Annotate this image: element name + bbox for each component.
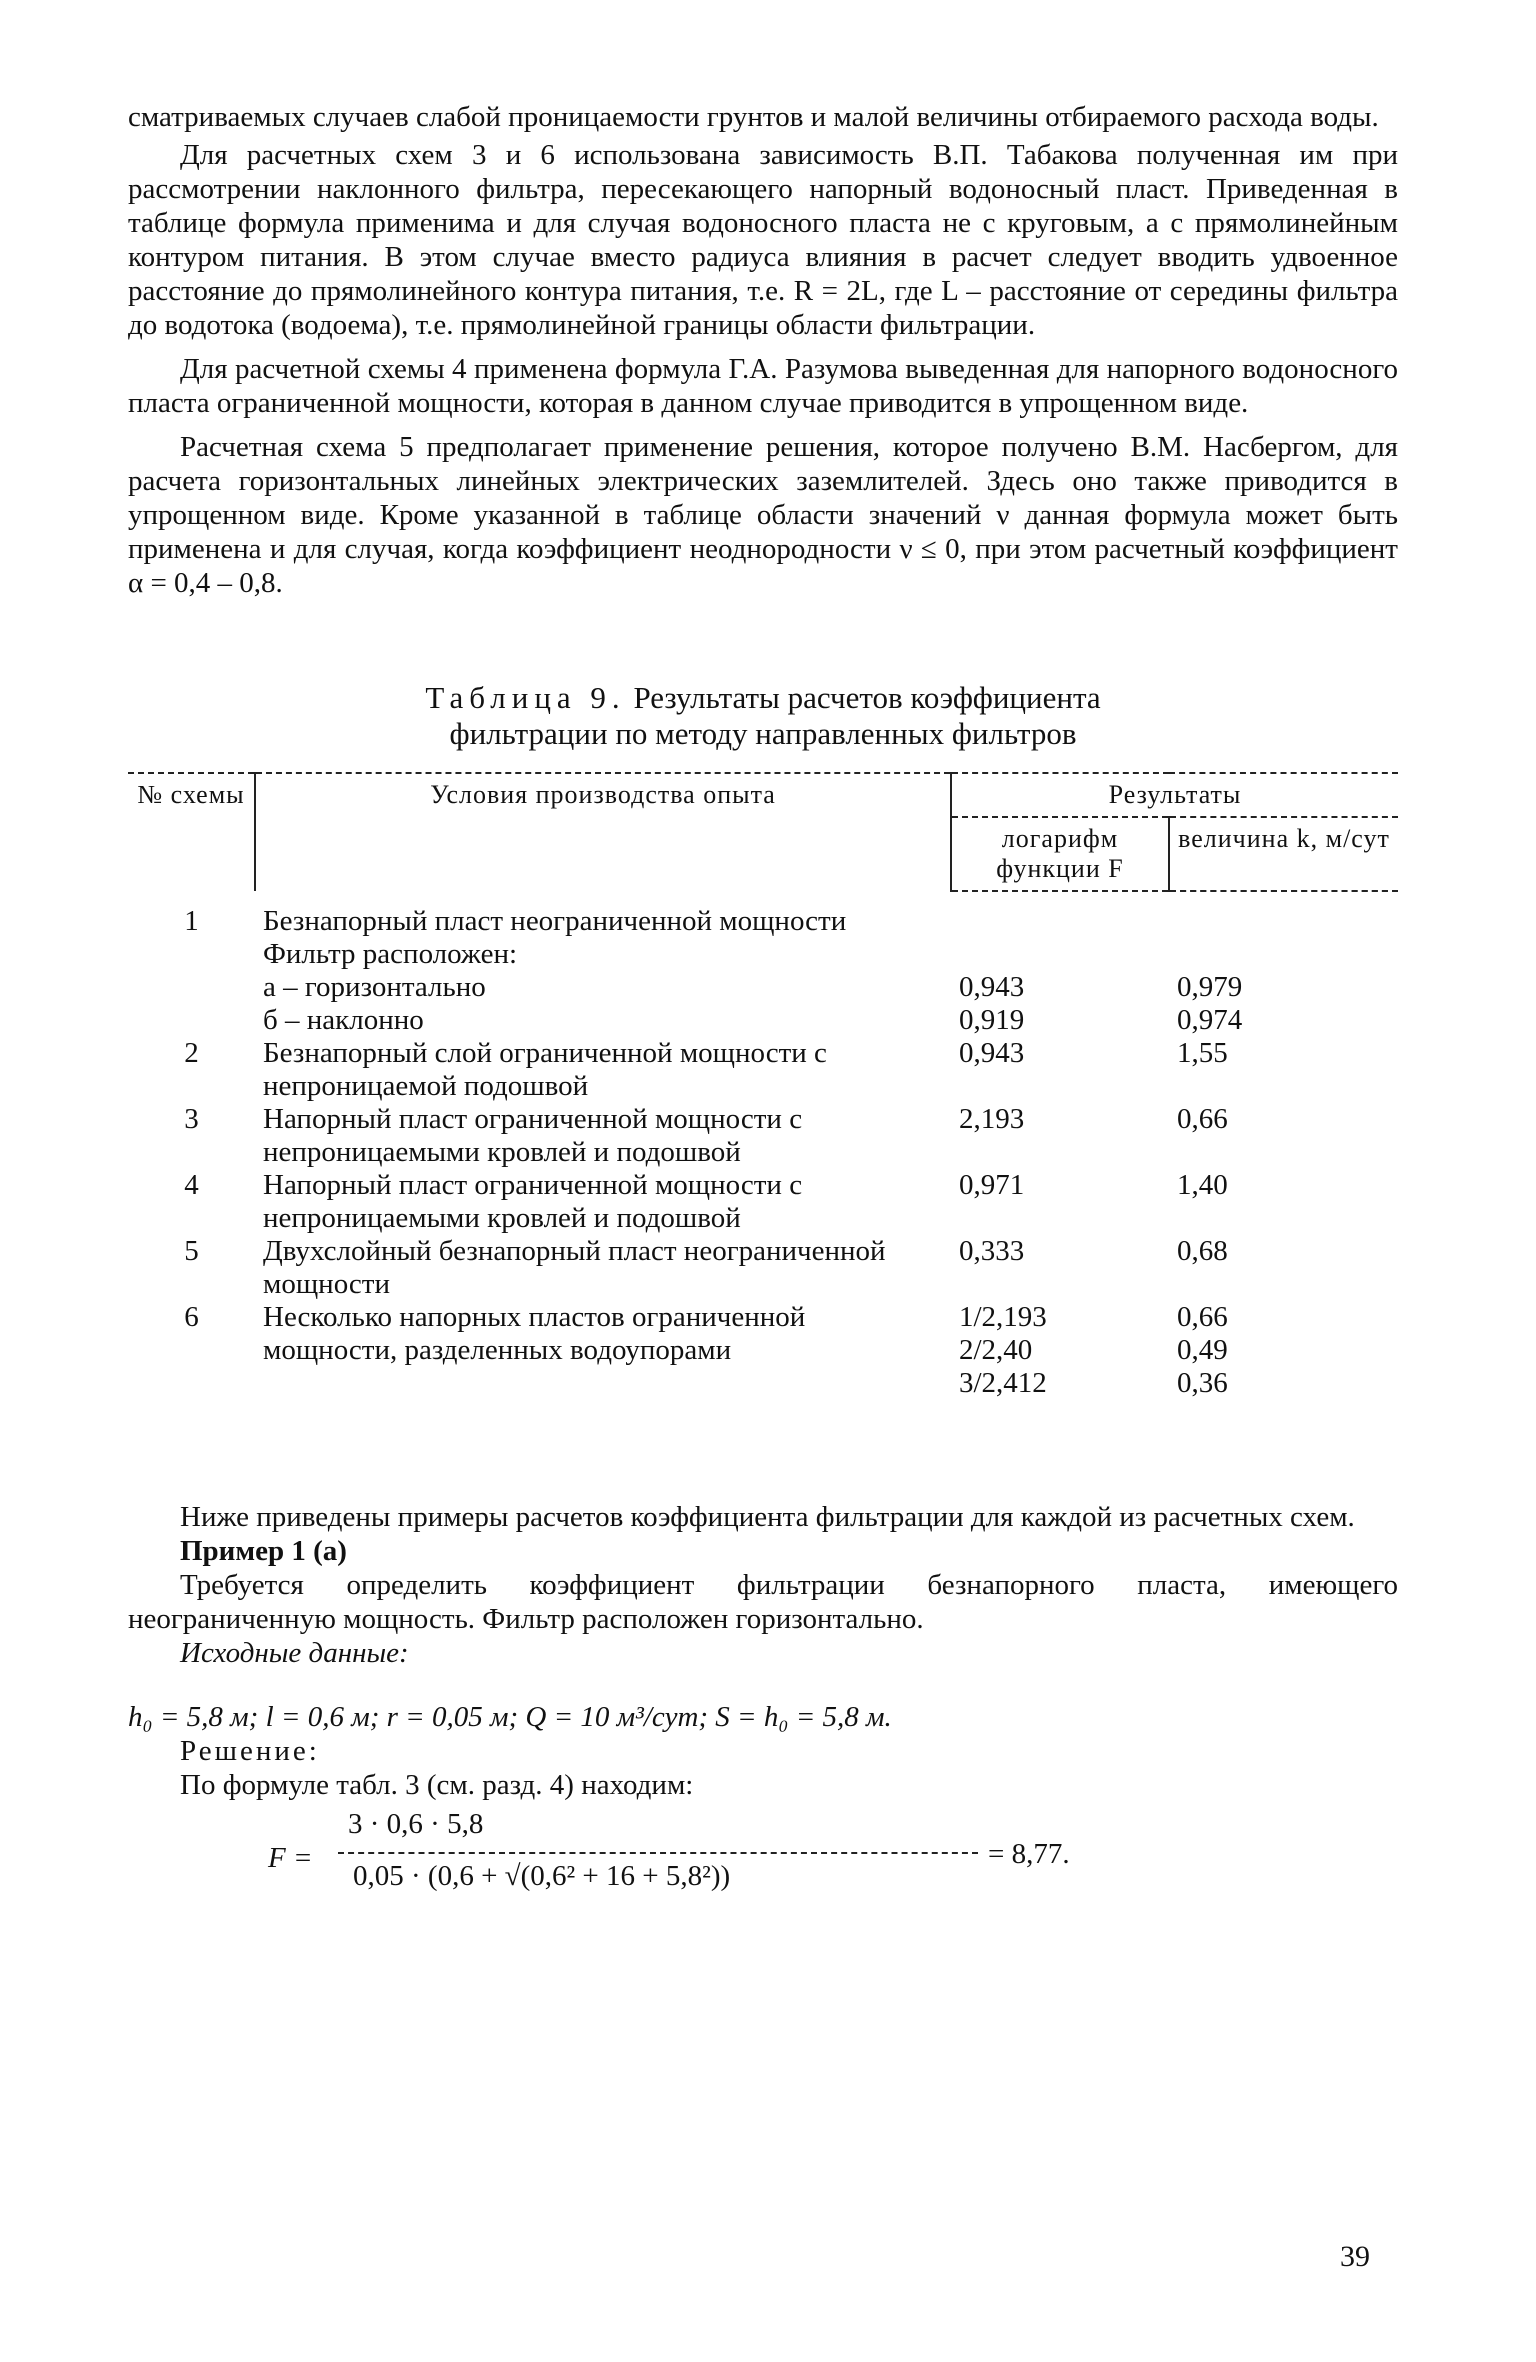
table-row <box>128 938 1398 971</box>
row-log-value: 0,943 <box>959 1037 1025 1069</box>
page <box>128 100 1398 1918</box>
results-table <box>128 772 1398 1400</box>
row-k-value: 0,68 <box>1177 1235 1228 1267</box>
table-row <box>128 891 1398 938</box>
header-results: Результаты <box>951 773 1398 817</box>
formula-lhs: F = <box>268 1842 313 1874</box>
row-number <box>128 1004 255 1037</box>
row-log-value: 0,333 <box>959 1235 1025 1267</box>
paragraph-intro-3: Для расчетной схемы 4 применена формула Г.А. Разумова выведенная для напорного водоносного пласта ограниченной мощности, которая в данном случае приводится в упрощенном виде. <box>128 353 1398 419</box>
table-row <box>128 1301 1398 1400</box>
row-condition: Фильтр расположен: <box>263 938 518 970</box>
row-log-value: 2,193 <box>959 1103 1025 1135</box>
row-condition: Напорный пласт ограниченной мощности с непроницаемыми кровлей и подошвой <box>263 1169 803 1234</box>
paragraph-intro-2: Для расчетных схем 3 и 6 использована зависимость В.П. Табакова полученная им при рассмотрении наклонного фильтра, пересекающего напорный водоносный пласт. Приведенная в таблице формула применима и для случая водоносного пласта не с круговым, а с прямолинейным контуром питания. В этом случае вместо радиуса влияния в расчет следует вводить удвоенное расстояние до прямолинейного контура питания, т.е. R = 2L, где L – расстояние от середины фильтра до водотока (водоема), т.е. прямолинейной границы области фильтрации. <box>128 139 1398 341</box>
header-k: величина k, м/сут <box>1169 817 1398 891</box>
header-log: логарифм функции F <box>951 817 1169 891</box>
table-caption-word: Таблица 9. <box>425 680 626 715</box>
row-k-value: 0,974 <box>1177 1004 1243 1036</box>
row-number: 4 <box>184 1169 199 1201</box>
row-number: 3 <box>184 1103 199 1135</box>
source-data-label: Исходные данные: <box>180 1637 409 1669</box>
row-number: 5 <box>184 1235 199 1267</box>
row-k-value: 0,66 0,49 0,36 <box>1177 1301 1228 1399</box>
header-conditions: Условия производства опыта <box>255 773 951 891</box>
table-row <box>128 1169 1398 1235</box>
row-k-value: 0,66 <box>1177 1103 1228 1135</box>
table-row <box>128 1004 1398 1037</box>
paragraph-intro-4: Расчетная схема 5 предполагает применение решения, которое получено В.М. Насбергом, для расчета горизонтальных линейных электрических заземлителей. Здесь оно также приводится в упрощенном виде. Кроме указанной в таблице области значений ν данная формула может быть применена и для случая, когда коэффициент неоднородности ν ≤ 0, при этом расчетный коэффициент α = 0,4 – 0,8. <box>128 431 1398 599</box>
row-condition: а – горизонтально <box>263 971 486 1003</box>
paragraph-task: Требуется определить коэффициент фильтрации безнапорного пласта, имеющего неограниченную мощность. Фильтр расположен горизонтально. <box>128 1569 1398 1635</box>
fraction-bar <box>338 1852 978 1854</box>
row-log-value: 0,919 <box>959 1004 1025 1036</box>
paragraph-examples-intro: Ниже приведены примеры расчетов коэффициента фильтрации для каждой из расчетных схем. <box>180 1501 1355 1533</box>
table-row <box>128 971 1398 1004</box>
table-row <box>128 1103 1398 1169</box>
row-number: 1 <box>184 905 199 937</box>
row-condition: Двухслойный безнапорный пласт неограниченной мощности <box>263 1235 886 1300</box>
header-scheme: № схемы <box>128 773 255 891</box>
row-number <box>128 971 255 1004</box>
row-number <box>128 938 255 971</box>
table-caption <box>128 680 1398 752</box>
formula-denominator: 0,05 · (0,6 + √(0,6² + 16 + 5,8²)) <box>353 1860 731 1892</box>
formula-intro: По формуле табл. 3 (см. разд. 4) находим: <box>180 1769 694 1801</box>
row-condition: Напорный пласт ограниченной мощности с непроницаемыми кровлей и подошвой <box>263 1103 803 1168</box>
row-k-value: 1,40 <box>1177 1169 1228 1201</box>
row-k-value: 0,979 <box>1177 971 1243 1003</box>
row-log-value: 0,971 <box>959 1169 1025 1201</box>
row-condition: Несколько напорных пластов ограниченной мощности, разделенных водоупорами <box>263 1301 806 1366</box>
solution-label: Решение: <box>180 1735 320 1767</box>
table-row <box>128 1037 1398 1103</box>
table-caption-line1: Результаты расчетов коэффициента <box>633 680 1101 715</box>
row-condition: б – наклонно <box>263 1004 424 1036</box>
row-k-value <box>1169 891 1398 938</box>
row-number: 2 <box>184 1037 199 1069</box>
row-log-value: 0,943 <box>959 971 1025 1003</box>
row-log-value: 1/2,193 2/2,40 3/2,412 <box>959 1301 1047 1399</box>
formula-f <box>128 1808 1398 1918</box>
example-title: Пример 1 (а) <box>180 1535 347 1567</box>
source-data-values: h₀ = 5,8 м; l = 0,6 м; r = 0,05 м; Q = 10 м³/сут; S = h₀ = 5,8 м. <box>128 1701 892 1733</box>
row-k-value: 1,55 <box>1177 1037 1228 1069</box>
formula-numerator: 3 · 0,6 · 5,8 <box>348 1808 484 1840</box>
row-condition: Безнапорный слой ограниченной мощности с непроницаемой подошвой <box>263 1037 827 1102</box>
paragraph-intro-1: сматриваемых случаев слабой проницаемости грунтов и малой величины отбираемого расхода воды. <box>128 101 1379 133</box>
row-k-value <box>1169 938 1398 971</box>
formula-result: = 8,77. <box>988 1838 1070 1870</box>
table-caption-line2: фильтрации по методу направленных фильтров <box>449 716 1077 751</box>
row-log-value <box>951 938 1169 971</box>
table-row <box>128 1235 1398 1301</box>
row-condition: Безнапорный пласт неограниченной мощности <box>263 905 847 937</box>
row-number: 6 <box>184 1301 199 1333</box>
row-log-value <box>951 891 1169 938</box>
page-number: 39 <box>1340 2240 1370 2273</box>
